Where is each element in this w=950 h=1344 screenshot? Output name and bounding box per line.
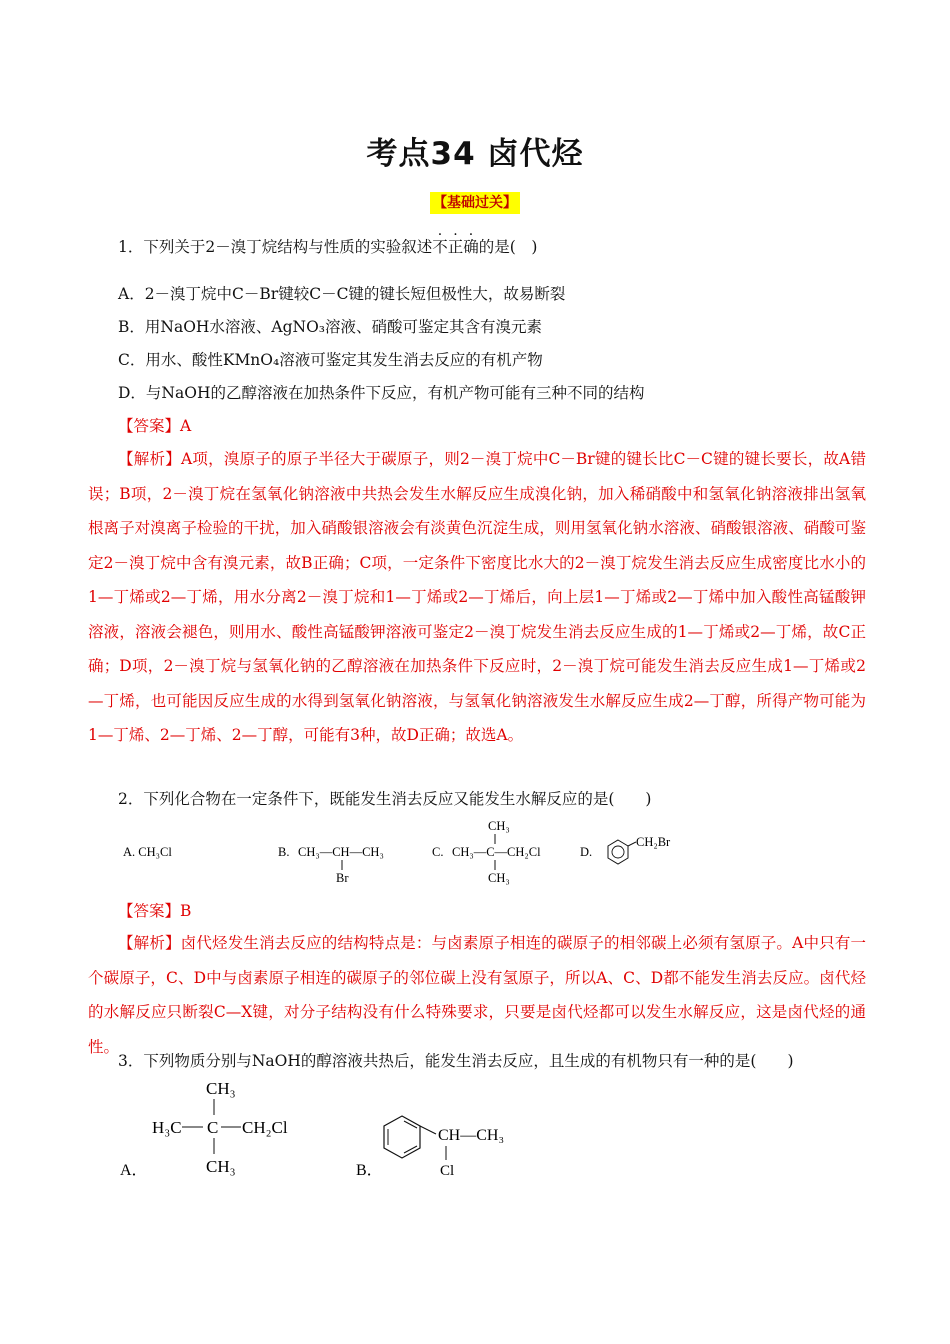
question-3-stem: 3．下列物质分别与NaOH的醇溶液共热后，能发生消去反应，且生成的有机物只有一种的是( ): [118, 1052, 794, 1070]
q1-analysis: 【解析】A项，溴原子的原子半径大于碳原子，则2－溴丁烷中C－Br键的键长比C－C键的键长要长，故A错误；B项，2－溴丁烷在氢氧化钠溶液中共热会发生水解反应生成溴化钠，加入稀硝酸中和氢氧化钠溶液排出氢氧根离子对溴离子检验的干扰，加入硝酸银溶液会有淡黄色沉淀生成，则用氢氧化钠水溶液、硝酸银溶液、硝酸可鉴定2－溴丁烷中含有溴元素，故B正确；C项，一定条件下密度比水大的2－溴丁烷发生消去反应生成密度比水小的1—丁烯或2—丁烯，用水分离2－溴丁烷和1—丁烯或2—丁烯后，向上层1—丁烯或2—丁烯中加入酸性高锰酸钾溶液，溶液会褪色，则用水、酸性高锰酸钾溶液可鉴定2－溴丁烷发生消去反应生成的1—丁烯或2—丁烯，故C正确；D项，2－溴丁烷与氢氧化钠的乙醇溶液在加热条件下反应时，2－溴丁烷可能发生消去反应生成1—丁烯或2—丁烯，也可能因反应生成的水得到氢氧化钠溶液，与氢氧化钠溶液发生水解反应生成2—丁醇，所得产物可能为1—丁烯、2—丁烯、2—丁醇，可能有3种，故D正确；故选A。: [88, 450, 866, 744]
q2-option-a: A. CH₃Cl: [123, 845, 172, 859]
q2-option-b-substituent: Br: [336, 871, 349, 885]
q3-structures: [110, 1072, 570, 1187]
q3-option-b-formula: CH—CH₃: [438, 1127, 505, 1144]
q1-answer: 【答案】A: [118, 417, 192, 435]
benzene-ring-icon: [384, 1116, 436, 1158]
page-title: 考点34 卤代烃: [366, 136, 584, 172]
q1-option-c: C．用水、酸性KMnO₄溶液可鉴定其发生消去反应的有机产物: [118, 351, 543, 369]
q2-option-c-label: C.: [432, 845, 444, 859]
q2-structures: [118, 812, 718, 888]
q2-analysis: 【解析】卤代烃发生消去反应的结构特点是：与卤素原子相连的碳原子的相邻碳上必须有氢原子。A中只有一个碳原子，C、D中与卤素原子相连的碳原子的邻位碳上没有氢原子，所以A、C、D都不能发生消去反应。卤代烃的水解反应只断裂C—X键，对分子结构没有什么特殊要求，只要是卤代烃都可以发生水解反应，这是卤代烃的通性。: [88, 934, 866, 1056]
q3-option-a-bottom: CH₃: [206, 1157, 236, 1176]
q2-option-c-top: CH₃: [488, 819, 510, 833]
section-label: 【基础过关】: [430, 192, 520, 214]
q3-option-a-left: H₃C: [152, 1118, 182, 1137]
q2-option-b-label: B.: [278, 845, 290, 859]
q2-option-c-formula: CH₃—C—CH₂Cl: [452, 845, 541, 859]
benzene-ring-icon: [608, 840, 636, 864]
q2-option-c-bottom: CH₃: [488, 871, 510, 885]
q3-option-a-label: A．: [120, 1162, 148, 1179]
q3-option-a-center: C: [207, 1118, 219, 1137]
q1-option-b: B．用NaOH水溶液、AgNO₃溶液、硝酸可鉴定其含有溴元素: [118, 318, 543, 336]
question-1-stem: 1．下列关于2－溴丁烷结构与性质的实验叙述不正确的是( ): [118, 238, 538, 256]
q3-option-b-substituent: Cl: [440, 1163, 455, 1179]
q1-option-d: D．与NaOH的乙醇溶液在加热条件下反应，有机产物可能有三种不同的结构: [118, 384, 645, 402]
q2-answer: 【答案】B: [118, 902, 192, 920]
q2-option-d-label: D.: [580, 845, 593, 859]
question-2-stem: 2．下列化合物在一定条件下，既能发生消去反应又能发生水解反应的是( ): [118, 790, 652, 808]
q2-option-b-formula: CH₃—CH—CH₃: [298, 845, 384, 859]
q3-option-a-top: CH₃: [206, 1079, 236, 1098]
q3-option-a-right: CH₂Cl: [242, 1118, 288, 1137]
q2-option-d-substituent: CH₂Br: [636, 835, 671, 849]
q3-option-b-label: B．: [356, 1162, 383, 1179]
q1-option-a: A．2－溴丁烷中C－Br键较C－C键的键长短但极性大，故易断裂: [118, 285, 566, 303]
